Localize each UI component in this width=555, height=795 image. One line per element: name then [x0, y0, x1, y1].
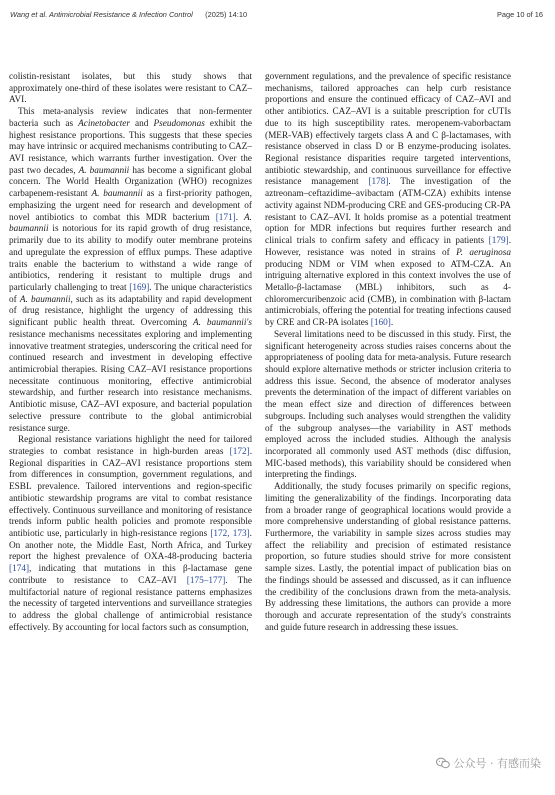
watermark-text: 公众号 · 有感而染	[453, 757, 541, 770]
italic-term: A. baumannii's	[192, 318, 252, 329]
italic-term: A. baumannii	[9, 212, 252, 235]
citation-link[interactable]: [178]	[368, 177, 389, 188]
italic-term: A. baumannii	[78, 165, 130, 176]
wechat-icon	[436, 757, 450, 769]
italic-term: Acinetobacter	[78, 118, 130, 129]
italic-term: Pseudomonas	[153, 118, 205, 129]
citation-link[interactable]: [175–177]	[186, 575, 226, 586]
watermark	[436, 755, 542, 771]
paragraph: Additionally, the study focuses primarily on specific regions, limiting the generalizability of the findings. Incorporating data from a broader range of geographical locations would provide a more comprehensive understanding of global resistance patterns. Furthermore, the variability in sample sizes across studies may affect the reliability and precision of estimated resistance proportion, so future studies should strive for more consistent sample sizes. Lastly, the potential impact of publication bias on the findings should be assessed and discussed, as it can influence the credibility of the conclusions drawn from the meta-analysis. By addressing these limitations, the authors can provide a more thorough and accurate representation of the study's constraints and guide future research in addressing these issues.	[265, 482, 511, 633]
citation-link[interactable]: [169]	[129, 282, 150, 293]
citation-link[interactable]: [172, 173]	[210, 529, 250, 540]
paragraph: Several limitations need to be discussed in this study. First, the significant heterogeneity across studies raises concerns about the appropriateness of pooling data for meta-analysis. Future research should explore alternative methods or stricter inclusion criteria to address this issue. Second, the absence of moderator analyses prevents the determination of the impact of different variables on the mean effect size and direction of differences between subgroups. Including such analyses would strengthen the validity of the subgroup analyses—the variability in AST methods employed across the included studies. Although the analysis incorporated all commonly used AST methods (disc diffusion, MIC-based methods), this variability should be considered when interpreting the findings.	[265, 329, 511, 481]
paragraph: government regulations, and the prevalence of specific resistance mechanisms, tailored approaches can help curb resistance proportions and ensure the continued efficacy of CAZ–AVI and other antibiotics. CAZ–AVI is a suitable prescription for cUTIs due to its high susceptibility rates. meropenem-vaborbactam (MER-VAB) effectively targets class A and C β-lactamases, with resistance observed in class D or B enzyme-producing isolates. Regional resistance disparities require targeted interventions, antibiotic stewardship, and continuous surveillance for effective resistance management [178]. The investigation of the aztreonam–ceftazidime–avibactam (ATM-CZA) exhibits intense activity against NDM-producing CRE and GES-producing CR-PA resistant to CAZ–AVI. It holds promise as a potential treatment option for MDR infections but requires further research and clinical trials to confirm safety and efficacy in patients [179]. However, resistance was noted in strains of P. aeruginosa producing NDM or VIM when exposed to ATM-CZA. An intriguing alternative explored in this context involves the use of Metallo-β-lactamase (MBL) inhibitors, such as 4-chloromercuribenzoic acid (CMB), in combination with β-lactam antimicrobials, offering the potential for treating infections caused by CRE and CR-PA isolates [160].	[265, 72, 511, 329]
journal-name: Wang et al. Antimicrobial Resistance & Infection Control	[10, 10, 193, 19]
paragraph: Regional resistance variations highlight the need for tailored strategies to combat resistance in high-burden areas [172]. Regional disparities in CAZ–AVI resistance proportions stem from differences in consumption, government regulations, and ESBL prevalence. Tailored interventions and region-specific antibiotic stewardship programs are vital to combat resistance effectively. Continuous surveillance and monitoring of resistance trends inform public health policies and promote responsible antibiotic use, particularly in high-resistance regions [172, 173]. On another note, the Middle East, North Africa, and Turkey report the highest prevalence of OXA-48-producing bacteria [174], indicating that mutations in this β-lactamase gene contribute to resistance to CAZ–AVI [175–177]. The multifactorial nature of regional resistance patterns emphasizes the necessity of targeted interventions and surveillance strategies to address the global challenge of antimicrobial resistance effectively. By accounting for local factors such as consumption,	[9, 435, 253, 633]
page-number: Page 10 of 16	[496, 10, 543, 19]
paragraph: This meta-analysis review indicates that non-fermenter bacteria such as Acinetobacter and Pseudomonas exhibit the highest resistance proportions. This suggests that these species may have intrinsic or acquired mechanisms contributing to CAZ–AVI resistance, which warrants further investigation. Over the past two decades, A. baumannii has become a significant global concern. The World Health Organization (WHO) recognizes carbapenem-resistant A. baumannii as a first-priority pathogen, emphasizing the urgent need for research and development of novel antibiotics to combat this MDR bacterium [171]. A. baumannii is notorious for its rapid growth of drug resistance, primarily due to its ability to modify outer membrane proteins and upregulate the expression of efflux pumps. These adaptive traits enable the bacterium to withstand a wide range of antibiotics, rendering it resistant to multiple drugs and particularly challenging to treat [169]. The unique characteristics of A. baumannii, such as its adaptability and rapid development of drug resistance, highlight the urgency of addressing this significant public health threat. Overcoming A. baumannii's resistance mechanisms necessitates exploring and implementing innovative treatment strategies, underscoring the critical need for continued research and investment in developing effective antimicrobial therapies. Rising CAZ–AVI resistance proportions necessitate continuous monitoring, effective antimicrobial stewardship, and further research into resistance mechanisms. Antibiotic misuse, CAZ–AVI exposure, and bacterial population selective pressure contribute to the global antimicrobial resistance surge.	[9, 107, 253, 434]
paragraph: colistin-resistant isolates, but this study shows that approximately one-third of these isolates were resistant to CAZ–AVI.	[9, 72, 252, 106]
citation-link[interactable]: [174]	[9, 564, 30, 575]
right-column	[265, 72, 511, 635]
journal-citation	[10, 10, 247, 19]
italic-term: P. aeruginosa	[456, 247, 511, 258]
left-column	[9, 72, 252, 635]
citation-link[interactable]: [179]	[488, 236, 509, 247]
year-volume: (2025) 14:10	[205, 10, 248, 19]
citation-link[interactable]: [171]	[215, 212, 236, 223]
citation-link[interactable]: [160]	[370, 318, 391, 329]
italic-term: A. baumannii	[91, 189, 143, 200]
citation-link[interactable]: [172]	[229, 447, 250, 457]
running-header	[10, 10, 543, 24]
italic-term: A. baumannii	[19, 294, 71, 305]
